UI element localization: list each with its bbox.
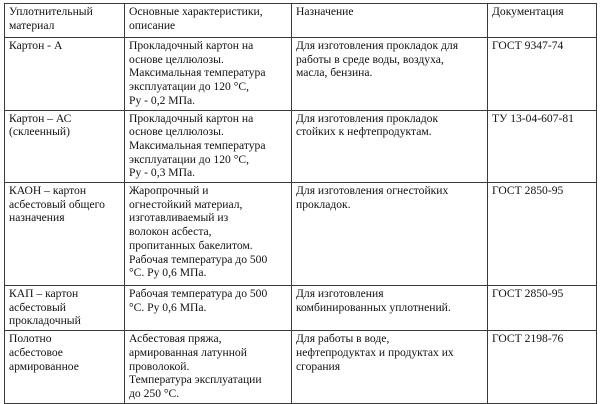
table-row-kap: [5, 286, 597, 331]
header-text-line: Документация: [492, 5, 564, 18]
cell-text-line: Для работы в воде,: [296, 332, 390, 346]
materials-table: [4, 3, 597, 404]
documentation-cell: [488, 183, 597, 286]
documentation-cell: [488, 110, 597, 183]
cell-text-line: основе целлюлозы.: [129, 52, 224, 66]
cell-text-line: Для изготовления огнестойких: [296, 184, 449, 198]
material-cell: [5, 110, 125, 183]
cell-text-line: Рабочая температура до 500: [129, 287, 268, 301]
header-text-line: Назначение: [296, 5, 354, 18]
purpose-cell: [292, 286, 488, 331]
cell-text-line: армированное: [9, 359, 79, 373]
header-cell-description: [125, 4, 292, 38]
description-cell: [125, 110, 292, 183]
description-cell: [125, 38, 292, 111]
description-cell: [125, 331, 292, 404]
cell-text-line: Картон - А: [9, 39, 63, 52]
cell-text-line: огнестойкий материал,: [129, 197, 243, 211]
table-row-karton-a: [5, 38, 597, 111]
cell-text-line: пропитанных бакелитом.: [129, 238, 253, 252]
cell-text-line: Прокладочный картон на: [129, 111, 254, 125]
cell-text-line: °С. Ру 0,6 МПа.: [129, 266, 207, 280]
material-cell: [5, 286, 125, 331]
header-cell-material: [5, 4, 125, 38]
cell-text-line: (склеенный): [9, 125, 70, 139]
description-cell: [125, 183, 292, 286]
table-row-polotno: [5, 331, 597, 404]
cell-text-line: сгорания: [296, 359, 341, 373]
material-cell: [5, 38, 125, 111]
cell-text-line: °С. Ру 0,6 МПа.: [129, 300, 207, 314]
cell-text-line: до 250 °С.: [129, 386, 180, 400]
cell-text-line: ГОСТ 2850-95: [492, 287, 564, 301]
cell-text-line: эксплуатации до 120 °С,: [129, 152, 249, 166]
cell-text-line: Полотно: [9, 332, 52, 346]
cell-text-line: Ру - 0,3 МПа.: [129, 166, 196, 180]
cell-text-line: Для изготовления прокладок для: [296, 39, 459, 52]
cell-text-line: прокладок.: [296, 197, 351, 211]
cell-text-line: асбестовый общего: [9, 197, 105, 211]
purpose-cell: [292, 38, 488, 111]
header-text-line: материал: [9, 18, 55, 32]
cell-text-line: проволокой.: [129, 359, 190, 373]
cell-text-line: Картон – АС: [9, 111, 72, 125]
cell-text-line: волокон асбеста,: [129, 225, 212, 239]
cell-text-line: КАОН – картон: [9, 184, 87, 198]
material-cell: [5, 331, 125, 404]
cell-text-line: Ру - 0,2 МПа.: [129, 93, 196, 107]
purpose-cell: [292, 110, 488, 183]
cell-text-line: Максимальная температура: [129, 138, 266, 152]
cell-text-line: изготавливаемый из: [129, 211, 229, 225]
header-row: [5, 4, 597, 38]
cell-text-line: Рабочая температура до 500: [129, 252, 268, 266]
cell-text-line: армированная латунной: [129, 345, 247, 359]
purpose-cell: [292, 183, 488, 286]
table-row-karton-as: [5, 110, 597, 183]
material-cell: [5, 183, 125, 286]
cell-text-line: ГОСТ 9347-74: [492, 39, 564, 52]
table-row-kaon: [5, 183, 597, 286]
cell-text-line: Максимальная температура: [129, 66, 266, 80]
cell-text-line: КАП – картон: [9, 287, 79, 301]
documentation-cell: [488, 331, 597, 404]
cell-text-line: работы в среде воды, воздуха,: [296, 52, 444, 66]
header-text-line: описание: [129, 18, 176, 32]
cell-text-line: нефтепродуктах и продуктах их: [296, 345, 454, 359]
description-cell: [125, 286, 292, 331]
purpose-cell: [292, 331, 488, 404]
header-text-line: Основные характеристики,: [129, 5, 263, 18]
cell-text-line: асбестовый: [9, 300, 66, 314]
cell-text-line: основе целлюлозы.: [129, 125, 224, 139]
cell-text-line: Температура эксплуатации: [129, 373, 262, 387]
cell-text-line: ГОСТ 2850-95: [492, 184, 564, 198]
cell-text-line: стойких к нефтепродуктам.: [296, 125, 432, 139]
cell-text-line: эксплуатации до 120 °С,: [129, 80, 249, 94]
header-cell-documentation: [488, 4, 597, 38]
cell-text-line: Прокладочный картон на: [129, 39, 254, 52]
cell-text-line: Жаропрочный и: [129, 184, 209, 198]
documentation-cell: [488, 286, 597, 331]
documentation-cell: [488, 38, 597, 111]
cell-text-line: комбинированных уплотнений.: [296, 300, 451, 314]
cell-text-line: прокладочный: [9, 314, 81, 328]
cell-text-line: асбестовое: [9, 345, 63, 359]
header-text-line: Уплотнительный: [9, 5, 93, 18]
cell-text-line: назначения: [9, 211, 65, 225]
cell-text-line: масла, бензина.: [296, 66, 373, 80]
cell-text-line: Для изготовления: [296, 287, 384, 301]
header-cell-purpose: [292, 4, 488, 38]
cell-text-line: ТУ 13-04-607-81: [492, 111, 574, 125]
cell-text-line: Для изготовления прокладок: [296, 111, 439, 125]
cell-text-line: ГОСТ 2198-76: [492, 332, 564, 346]
cell-text-line: Асбестовая пряжа,: [129, 332, 222, 346]
